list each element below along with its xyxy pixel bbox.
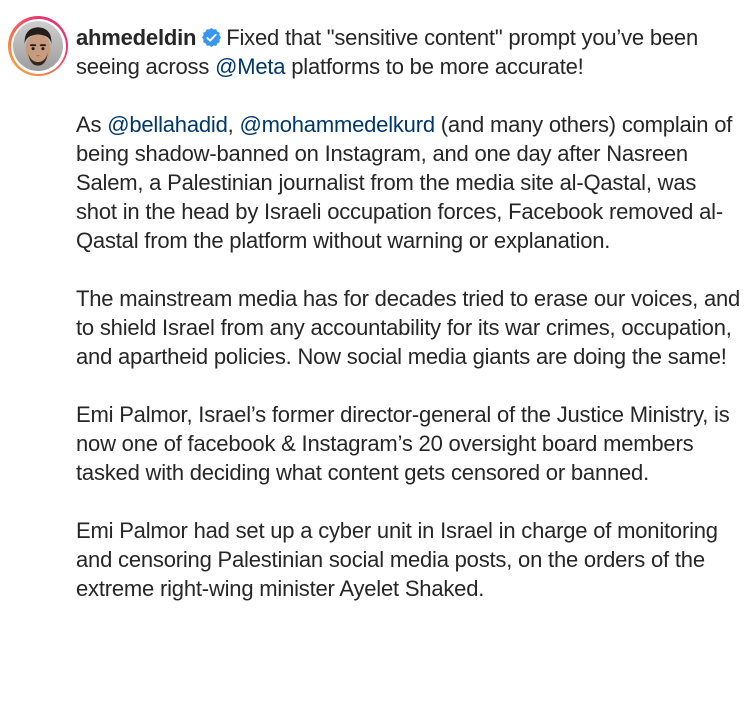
user-avatar[interactable] [13,21,63,71]
caption-paragraph [76,516,742,603]
caption-paragraph [76,400,742,487]
caption-text: (and many others) complain of being shadow-banned on Instagram, and one day after Nasreen Salem, a Palestinian journalist from the media site al-Qastal, was shot in the head by Israeli occupation forces, Facebook removed al-Qastal from the platform without warning or explanation. [76,112,733,253]
caption-text: As [76,112,108,137]
story-ring[interactable] [8,16,68,76]
mention-link[interactable]: @Meta [215,54,286,79]
caption-text: platforms to be more accurate! [285,54,584,79]
mention-link[interactable]: @mohammedelkurd [239,112,435,137]
caption-text: Fixed that "sensitive content" prompt you’ve been seeing across [76,25,699,79]
caption-text: The mainstream media has for decades tried to erase our voices, and to shield Israel from any accountability for its war crimes, occupation, and apartheid policies. Now social media giants are doing the same! [76,286,741,369]
story-ring-gap [11,19,66,74]
mention-link[interactable]: @bellahadid [107,112,228,137]
verified-badge-icon [202,28,221,47]
caption-text: Emi Palmor had set up a cyber unit in Israel in charge of monitoring and censoring Palestinian social media posts, on the orders of the extreme right-wing minister Ayelet Shaked. [76,518,718,601]
caption-text: Emi Palmor, Israel’s former director-general of the Justice Ministry, is now one of facebook & Instagram’s 20 oversight board members tasked with deciding what content gets censored or banned. [76,402,730,485]
caption-paragraph [76,110,742,255]
username[interactable]: ahmedeldin [76,25,197,50]
caption-first-paragraph [76,23,742,81]
caption-body [76,23,742,603]
caption-text: , [227,112,240,137]
caption-paragraph [76,284,742,371]
